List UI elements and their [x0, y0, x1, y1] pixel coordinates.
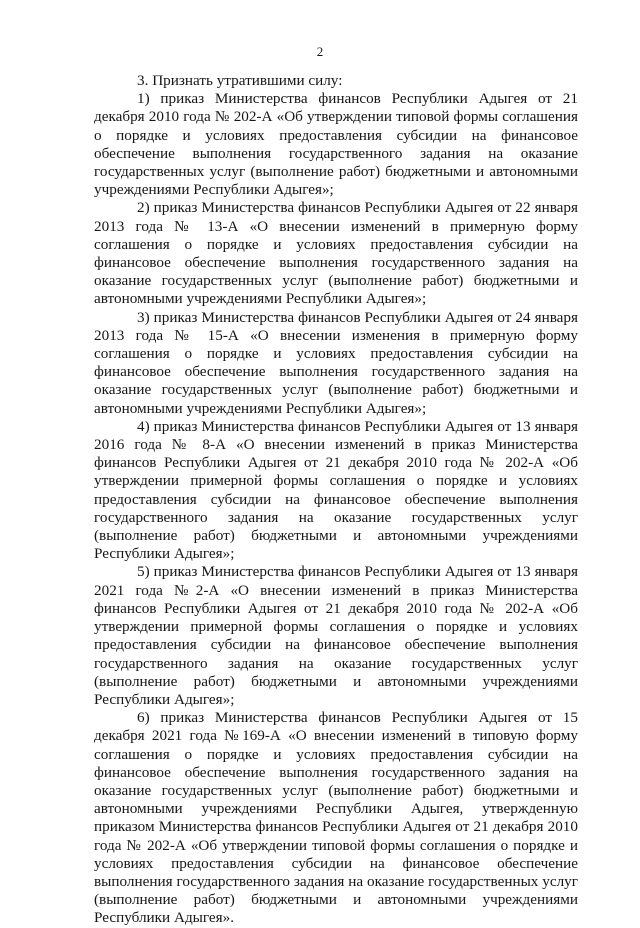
paragraph-subitem-2: 2) приказ Министерства финансов Республики Адыгея от 22 января 2013 года № 13-А «О внесении изменений в примерную форму соглашения о порядке и условиях предоставления субсидии на финансовое обеспечение выполнения государственного задания на оказание государственных услуг (выполнение работ) бюджетными и автономными учреждениями Республики Адыгея»; [94, 199, 578, 308]
paragraph-subitem-5: 5) приказ Министерства финансов Республики Адыгея от 13 января 2021 года №2-А «О внесении изменений в приказ Министерства финансов Республики Адыгея от 21 декабря 2010 года № 202-А «Об утверждении примерной формы соглашения о порядке и условиях предоставления субсидии на финансовое обеспечение выполнения государственного задания на оказание государственных услуг (выполнение работ) бюджетными и автономными учреждениями Республики Адыгея»; [94, 563, 578, 708]
page-number: 2 [316, 44, 324, 59]
paragraph-subitem-6: 6) приказ Министерства финансов Республики Адыгея от 15 декабря 2021 года №169-А «О внесении изменений в типовую форму соглашения о порядке и условиях предоставления субсидии на финансовое обеспечение выполнения государственного задания на оказание государственных услуг (выполнение работ) бюджетными и автономными учреждениями Республики Адыгея, утвержденную приказом Министерства финансов Республики Адыгея от 21 декабря 2010 года № 202-А «Об утверждении типовой формы соглашения о порядке и условиях предоставления субсидии на финансовое обеспечение выполнения государственного задания на оказание государственных услуг (выполнение работ) бюджетными и автономными учреждениями Республики Адыгея». [94, 709, 578, 927]
paragraph-subitem-3: 3) приказ Министерства финансов Республики Адыгея от 24 января 2013 года № 15-А «О внесении изменения в примерную форму соглашения о порядке и условиях предоставления субсидии на финансовое обеспечение выполнения государственного задания на оказание государственных услуг (выполнение работ) бюджетными и автономными учреждениями Республики Адыгея»; [94, 308, 578, 417]
paragraph-item-3-heading: 3. Признать утратившими силу: [137, 72, 343, 89]
document-body [94, 72, 578, 928]
paragraph-subitem-4: 4) приказ Министерства финансов Республики Адыгея от 13 января 2016 года № 8-А «О внесении изменений в приказ Министерства финансов Республики Адыгея от 21 декабря 2010 года № 202-А «Об утверждении примерной формы соглашения о порядке и условиях предоставления субсидии на финансовое обеспечение выполнения государственного задания на оказание государственных услуг (выполнение работ) бюджетными и автономными учреждениями Республики Адыгея»; [94, 417, 578, 563]
paragraph-subitem-1: 1) приказ Министерства финансов Республики Адыгея от 21 декабря 2010 года № 202-А «Об утверждении типовой формы соглашения о порядке и условиях предоставления субсидии на финансовое обеспечение выполнения государственного задания на оказание государственных услуг (выполнение работ) бюджетными и автономными учреждениями Республики Адыгея»; [94, 90, 578, 199]
